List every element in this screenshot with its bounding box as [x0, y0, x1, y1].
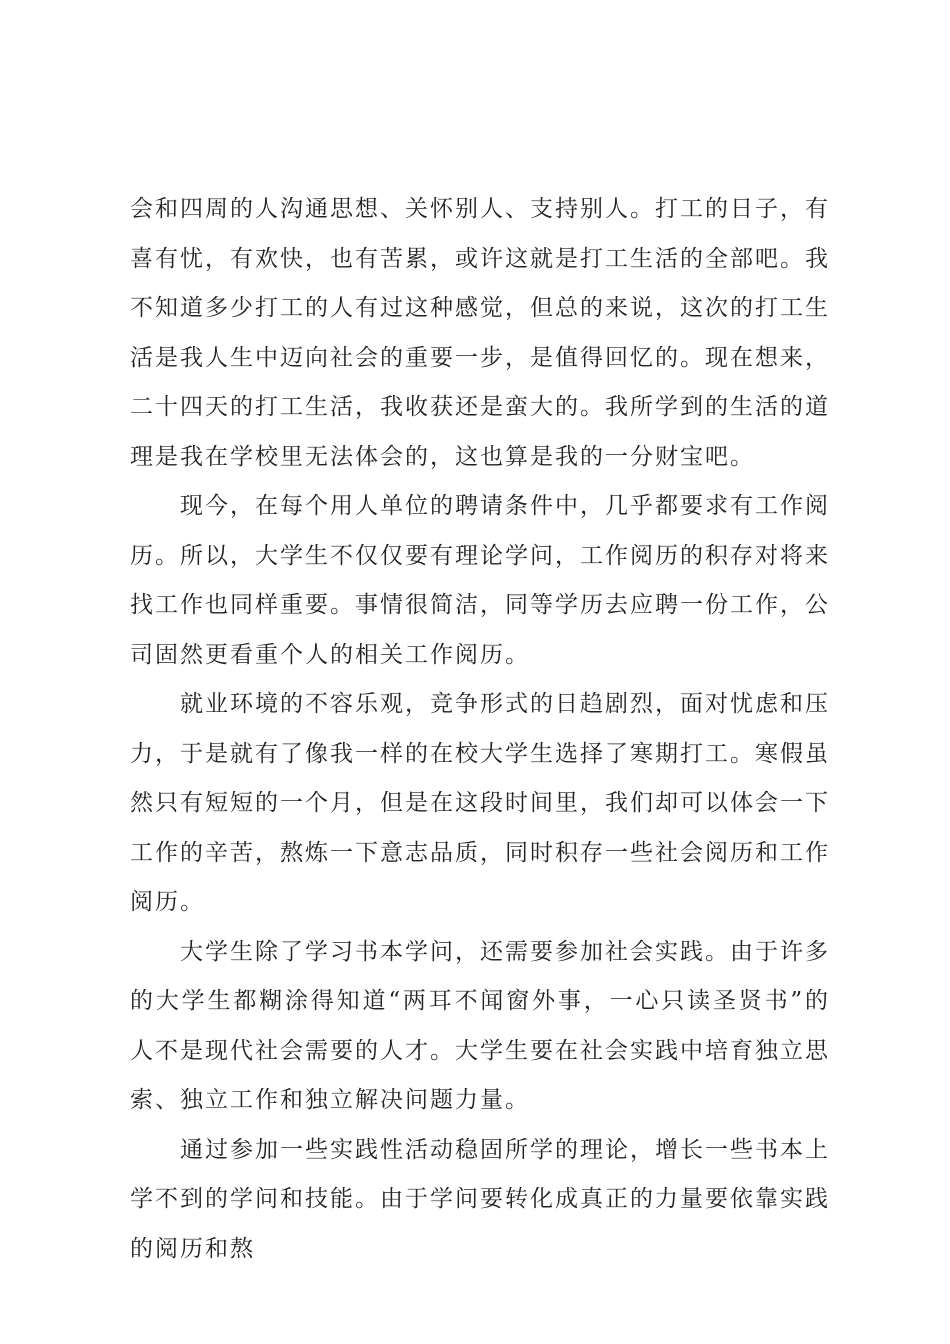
paragraph-social-practice: 大学生除了学习书本学问，还需要参加社会实践。由于许多的大学生都糊涂得知道“两耳不闻窗外事，一心只读圣贤书”的人不是现代社会需要的人才。大学生要在社会实践中培育独立思索、独立工作和独立解决问题力量。: [130, 938, 830, 1113]
paragraph-work-experience: 现今，在每个用人单位的聘请条件中，几乎都要求有工作阅历。所以，大学生不仅仅要有理论学问，工作阅历的积存对将来找工作也同样重要。事情很简洁，同等学历去应聘一份工作，公司固然更看重个人的相关工作阅历。: [130, 493, 830, 668]
paragraph-practical-activities: 通过参加一些实践性活动稳固所学的理论，增长一些书本上学不到的学问和技能。由于学问要转化成真正的力量要依靠实践的阅历和熬: [130, 1136, 830, 1262]
document-body: [130, 185, 830, 1274]
paragraph-employment-environment: 就业环境的不容乐观，竞争形式的日趋剧烈，面对忧虑和压力，于是就有了像我一样的在校大学生选择了寒期打工。寒假虽然只有短短的一个月，但是在这段时间里，我们却可以体会一下工作的辛苦，熬炼一下意志品质，同时积存一些社会阅历和工作阅历。: [130, 691, 830, 915]
paragraph-continued: 会和四周的人沟通思想、关怀别人、支持别人。打工的日子，有喜有忧，有欢快，也有苦累，或许这就是打工生活的全部吧。我不知道多少打工的人有过这种感觉，但总的来说，这次的打工生活是我人生中迈向社会的重要一步，是值得回忆的。现在想来，二十四天的打工生活，我收获还是蛮大的。我所学到的生活的道理是我在学校里无法体会的，这也算是我的一分财宝吧。: [130, 196, 830, 470]
